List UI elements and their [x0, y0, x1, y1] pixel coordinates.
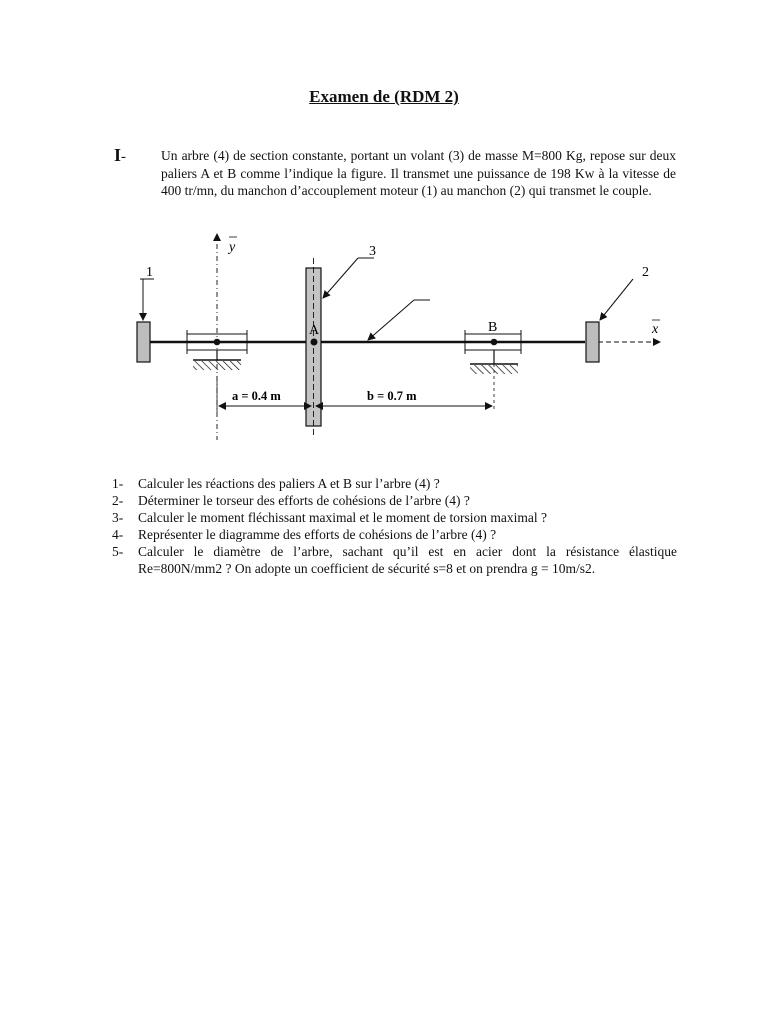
label-point-a: A	[309, 323, 320, 338]
flywheel-arrow	[323, 258, 358, 298]
question-text: Représenter le diagramme des efforts de cohésions de l’arbre (4) ?	[138, 527, 497, 542]
label-3: 3	[369, 244, 376, 259]
dim-a-label: a = 0.4 m	[232, 389, 281, 403]
problem-statement: Un arbre (4) de section constante, portant un volant (3) de masse M=800 Kg, repose sur deux paliers A et B comme l’indique la figure. Il transmet une puissance de 198 Kw à la vitesse de 400 tr/mn, du manchon d’accouplement moteur (1) au manchon (2) qui transmet le couple.	[161, 148, 676, 198]
dim-b-label: b = 0.7 m	[367, 389, 417, 403]
question-item	[112, 475, 677, 492]
question-item	[112, 492, 677, 509]
question-text: Calculer les réactions des paliers A et B sur l’arbre (4) ?	[138, 476, 440, 491]
x-axis-label: x	[652, 322, 659, 337]
question-text: Calculer le moment fléchissant maximal et le moment de torsion maximal ?	[138, 510, 548, 525]
question-text: Calculer le diamètre de l’arbre, sachant qu’il est en acier dont la résistance élastique Re=800N/mm2 ? On adopte un coefficient de sécurité s=8 et on prendra g = 10m/s2.	[138, 544, 677, 576]
question-item	[112, 543, 677, 577]
question-number: 3-	[112, 510, 124, 525]
section-number-text: I	[114, 145, 122, 165]
page-title: Examen de (RDM 2)	[309, 87, 459, 106]
coupling-2-leader	[600, 279, 633, 320]
section-number	[114, 145, 126, 166]
y-axis-label: y	[229, 240, 236, 255]
shaft-leader-arrow	[368, 300, 414, 340]
question-text: Déterminer le torseur des efforts de cohésions de l’arbre (4) ?	[138, 493, 470, 508]
question-item	[112, 509, 677, 526]
question-number: 1-	[112, 476, 124, 491]
question-number: 4-	[112, 527, 124, 542]
question-list	[112, 475, 677, 577]
output-coupling-2	[586, 322, 599, 362]
label-2: 2	[642, 265, 649, 280]
motor-coupling-1	[137, 322, 150, 362]
point-a-dot	[311, 339, 318, 346]
question-number: 5-	[112, 544, 124, 559]
question-item	[112, 526, 677, 543]
section-number-dash: -	[121, 149, 127, 165]
label-point-b: B	[488, 320, 498, 335]
label-1: 1	[146, 265, 153, 280]
question-number: 2-	[112, 493, 124, 508]
shaft-diagram	[130, 226, 670, 440]
